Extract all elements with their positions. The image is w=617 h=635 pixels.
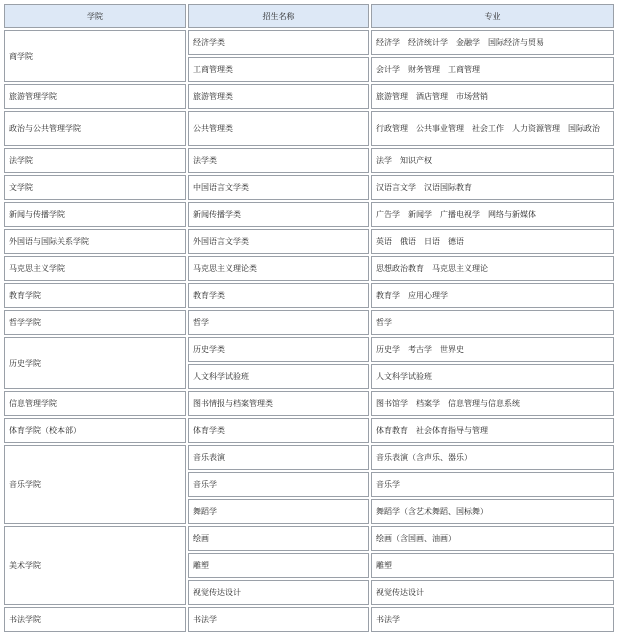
category-cell: 中国语言文学类	[188, 175, 369, 200]
majors-cell: 法学 知识产权	[371, 148, 614, 173]
category-cell: 哲学	[188, 310, 369, 335]
college-cell: 外国语与国际关系学院	[4, 229, 186, 254]
table-row	[4, 283, 614, 308]
category-cell: 绘画	[188, 526, 369, 551]
college-cell: 音乐学院	[4, 445, 186, 524]
category-cell: 雕塑	[188, 553, 369, 578]
category-cell: 书法学	[188, 607, 369, 632]
majors-cell: 绘画（含国画、油画）	[371, 526, 614, 551]
category-cell: 历史学类	[188, 337, 369, 362]
category-cell: 新闻传播学类	[188, 202, 369, 227]
table-row	[4, 30, 614, 55]
college-cell: 马克思主义学院	[4, 256, 186, 281]
majors-cell: 思想政治教育 马克思主义理论	[371, 256, 614, 281]
category-cell: 法学类	[188, 148, 369, 173]
majors-cell: 雕塑	[371, 553, 614, 578]
college-cell: 教育学院	[4, 283, 186, 308]
majors-cell: 旅游管理 酒店管理 市场营销	[371, 84, 614, 109]
college-cell: 旅游管理学院	[4, 84, 186, 109]
table-row	[4, 526, 614, 551]
majors-cell: 英语 俄语 日语 德语	[371, 229, 614, 254]
header-row	[4, 4, 614, 28]
table-row	[4, 202, 614, 227]
majors-cell: 汉语言文学 汉语国际教育	[371, 175, 614, 200]
category-cell: 舞蹈学	[188, 499, 369, 524]
majors-cell: 体育教育 社会体育指导与管理	[371, 418, 614, 443]
college-cell: 信息管理学院	[4, 391, 186, 416]
category-cell: 工商管理类	[188, 57, 369, 82]
college-cell: 新闻与传播学院	[4, 202, 186, 227]
college-cell: 美术学院	[4, 526, 186, 605]
table-row	[4, 84, 614, 109]
admissions-table-container	[2, 2, 616, 634]
table-row	[4, 148, 614, 173]
majors-cell: 会计学 财务管理 工商管理	[371, 57, 614, 82]
table-row	[4, 445, 614, 470]
header-majors: 专业	[371, 4, 614, 28]
category-cell: 经济学类	[188, 30, 369, 55]
majors-cell: 视觉传达设计	[371, 580, 614, 605]
category-cell: 体育学类	[188, 418, 369, 443]
table-row	[4, 418, 614, 443]
college-cell: 商学院	[4, 30, 186, 82]
category-cell: 旅游管理类	[188, 84, 369, 109]
college-cell: 书法学院	[4, 607, 186, 632]
majors-cell: 书法学	[371, 607, 614, 632]
college-cell: 政治与公共管理学院	[4, 111, 186, 146]
table-row	[4, 111, 614, 146]
table-row	[4, 607, 614, 632]
category-cell: 视觉传达设计	[188, 580, 369, 605]
table-row	[4, 337, 614, 362]
majors-cell: 经济学 经济统计学 金融学 国际经济与贸易	[371, 30, 614, 55]
majors-cell: 舞蹈学（含艺术舞蹈、国标舞）	[371, 499, 614, 524]
majors-cell: 教育学 应用心理学	[371, 283, 614, 308]
majors-cell: 人文科学试验班	[371, 364, 614, 389]
category-cell: 马克思主义理论类	[188, 256, 369, 281]
category-cell: 音乐表演	[188, 445, 369, 470]
table-row	[4, 175, 614, 200]
category-cell: 图书情报与档案管理类	[188, 391, 369, 416]
majors-cell: 音乐学	[371, 472, 614, 497]
table-row	[4, 229, 614, 254]
category-cell: 人文科学试验班	[188, 364, 369, 389]
category-cell: 音乐学	[188, 472, 369, 497]
admissions-table	[2, 2, 616, 634]
header-college: 学院	[4, 4, 186, 28]
college-cell: 哲学学院	[4, 310, 186, 335]
majors-cell: 图书馆学 档案学 信息管理与信息系统	[371, 391, 614, 416]
majors-cell: 历史学 考古学 世界史	[371, 337, 614, 362]
majors-cell: 行政管理 公共事业管理 社会工作 人力资源管理 国际政治	[371, 111, 614, 146]
header-category: 招生名称	[188, 4, 369, 28]
table-row	[4, 256, 614, 281]
majors-cell: 哲学	[371, 310, 614, 335]
category-cell: 公共管理类	[188, 111, 369, 146]
majors-cell: 广告学 新闻学 广播电视学 网络与新媒体	[371, 202, 614, 227]
college-cell: 体育学院（校本部）	[4, 418, 186, 443]
category-cell: 外国语言文学类	[188, 229, 369, 254]
category-cell: 教育学类	[188, 283, 369, 308]
majors-cell: 音乐表演（含声乐、器乐）	[371, 445, 614, 470]
college-cell: 文学院	[4, 175, 186, 200]
table-row	[4, 310, 614, 335]
table-row	[4, 391, 614, 416]
college-cell: 历史学院	[4, 337, 186, 389]
college-cell: 法学院	[4, 148, 186, 173]
